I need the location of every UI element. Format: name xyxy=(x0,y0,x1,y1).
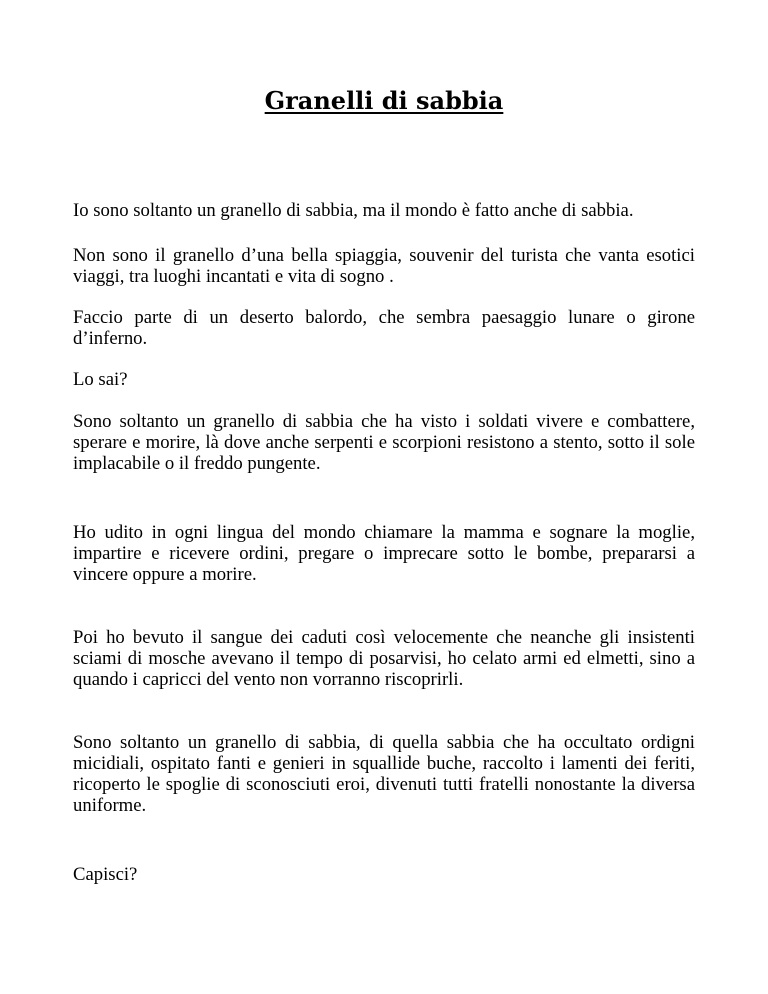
paragraph-8: Sono soltanto un granello di sabbia, di quella sabbia che ha occultato ordigni micidiali, ospitato fanti e genieri in squallide buche, raccolto i lamenti dei feriti, ricoperto le spoglie di sconosciuti eroi, divenuti tutti fratelli nonostante la diversa uniforme. xyxy=(73,732,695,816)
paragraph-6: Ho udito in ogni lingua del mondo chiamare la mamma e sognare la moglie, impartire e ricevere ordini, pregare o imprecare sotto le bombe, prepararsi a vincere oppure a morire. xyxy=(73,522,695,585)
document-title: Granelli di sabbia xyxy=(264,86,504,115)
paragraph-9: Capisci? xyxy=(73,864,138,885)
paragraph-3: Faccio parte di un deserto balordo, che sembra paesaggio lunare o girone d’inferno. xyxy=(73,307,695,349)
paragraph-7: Poi ho bevuto il sangue dei caduti così velocemente che neanche gli insistenti sciami di mosche avevano il tempo di posarvisi, ho celato armi ed elmetti, sino a quando i capricci del vento non vorranno riscoprirli. xyxy=(73,627,695,690)
paragraph-2: Non sono il granello d’una bella spiaggia, souvenir del turista che vanta esotici viaggi, tra luoghi incantati e vita di sogno . xyxy=(73,245,695,287)
paragraph-1: Io sono soltanto un granello di sabbia, ma il mondo è fatto anche di sabbia. xyxy=(73,200,634,221)
paragraph-5: Sono soltanto un granello di sabbia che ha visto i soldati vivere e combattere, sperare e morire, là dove anche serpenti e scorpioni resistono a stento, sotto il sole implacabile o il freddo pungente. xyxy=(73,411,695,474)
paragraph-4: Lo sai? xyxy=(73,369,128,390)
